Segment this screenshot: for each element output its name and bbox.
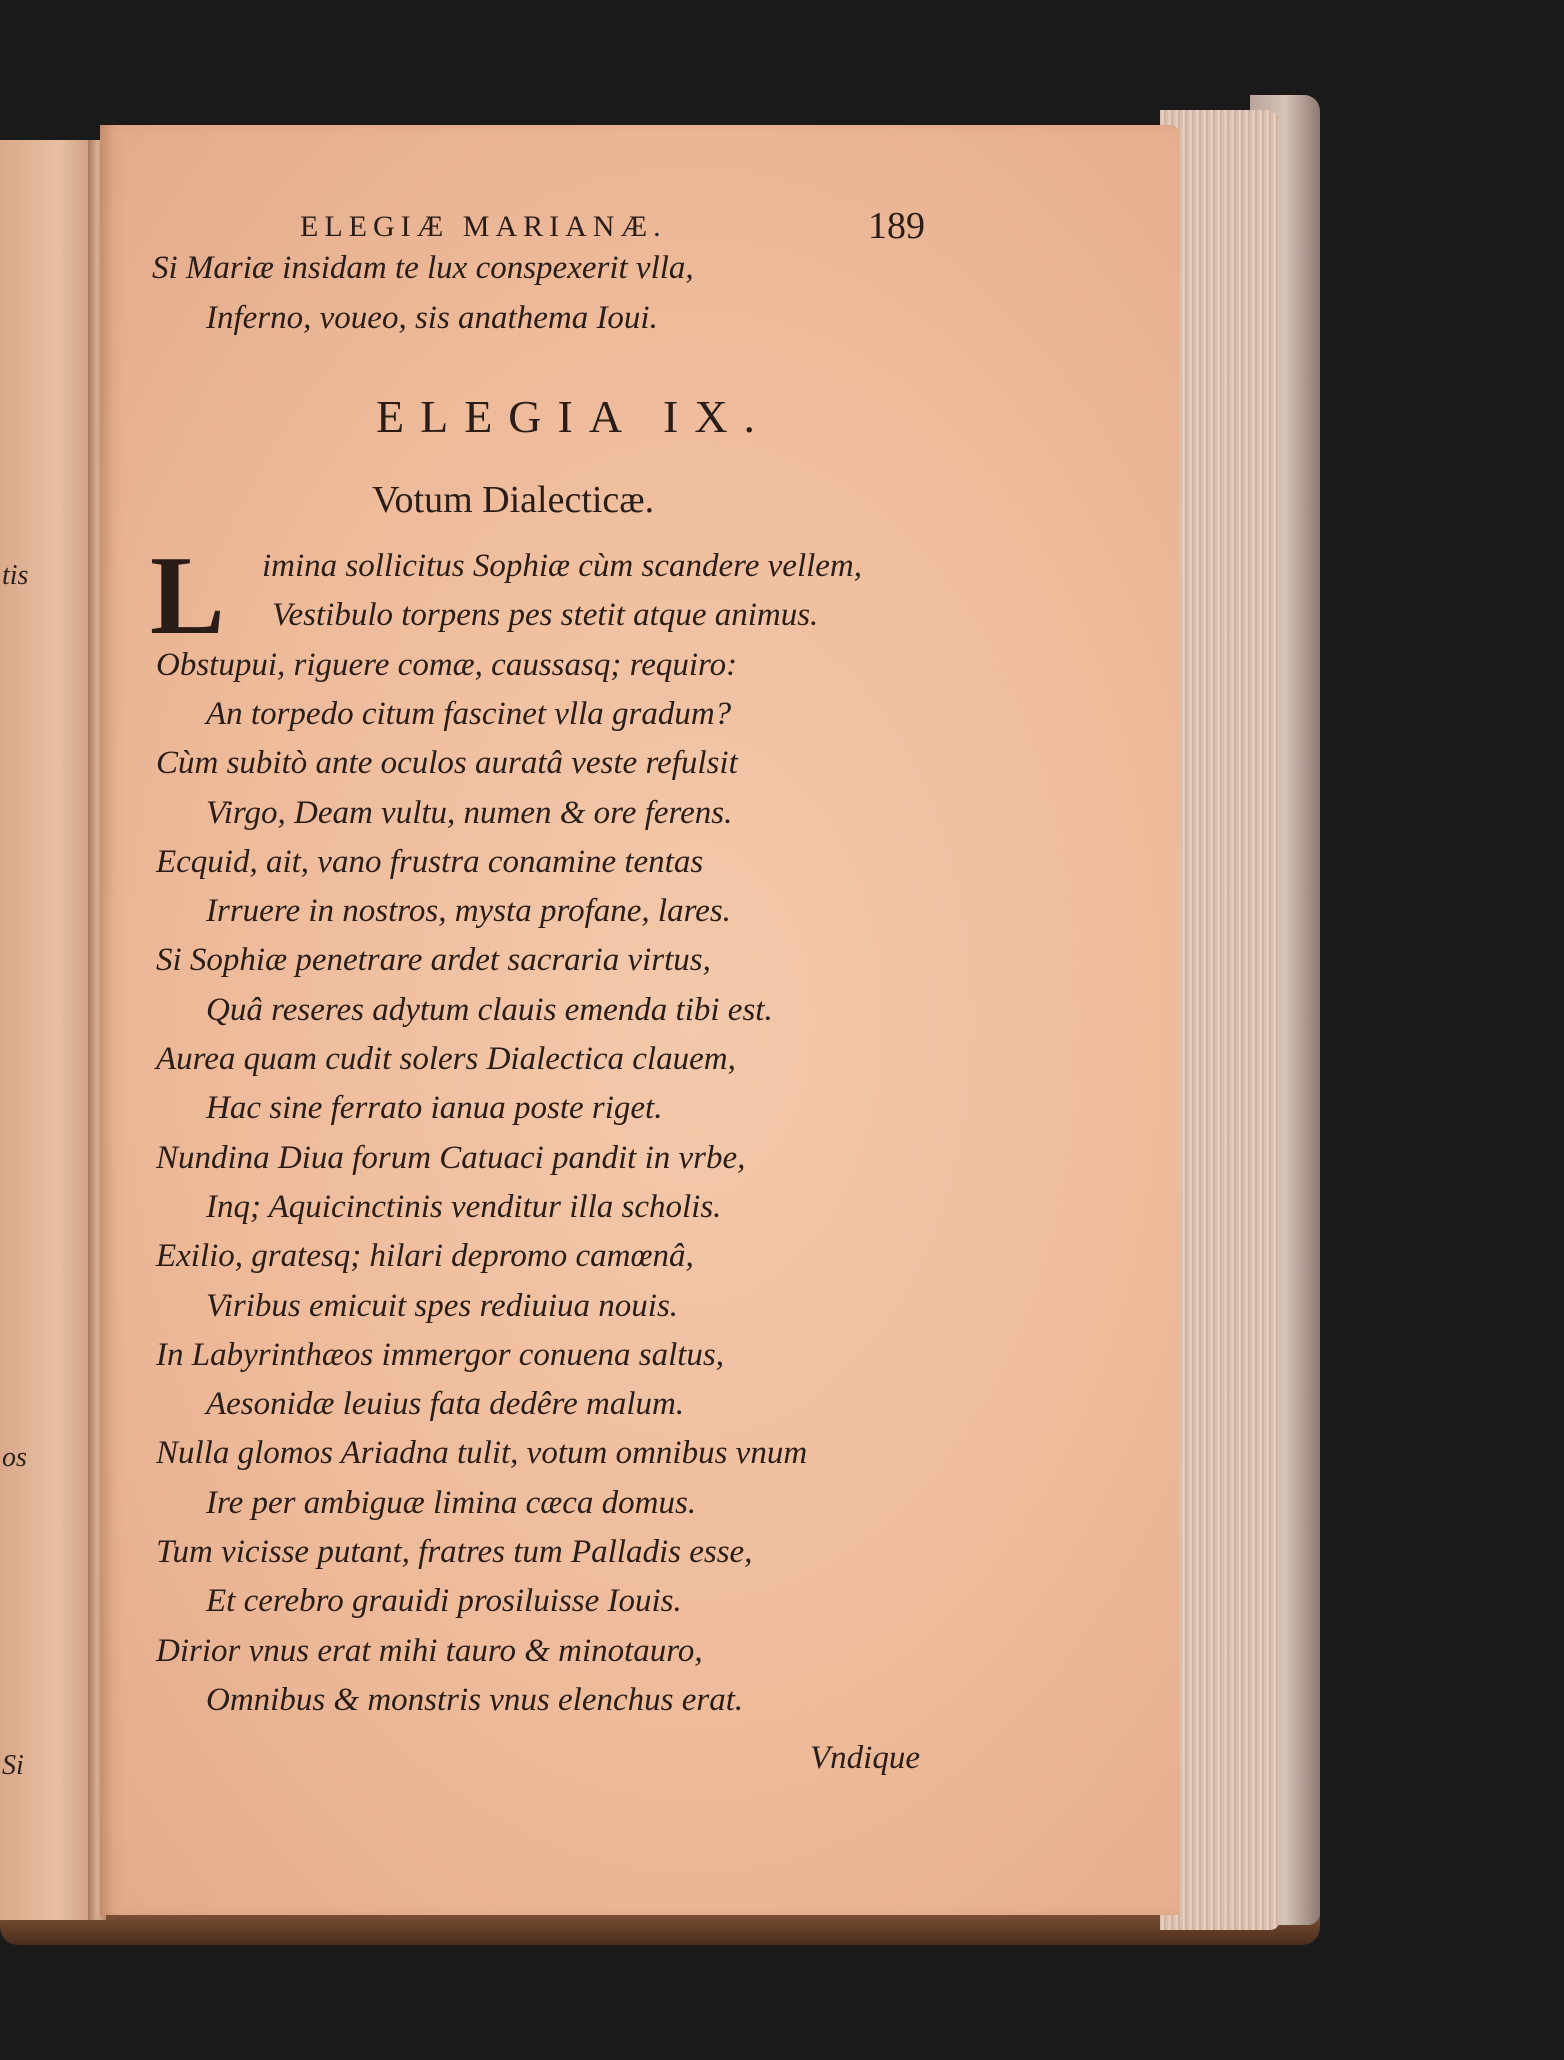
poem-line: imina sollicitus Sophiæ cùm scandere vellem,: [262, 548, 863, 584]
elegy-subheading: Votum Dialecticæ.: [372, 479, 655, 521]
left-margin-fragment: tis: [2, 560, 29, 591]
poem-line: Vestibulo torpens pes stetit atque animus.: [272, 597, 819, 633]
poem-line: Nundina Diua forum Catuaci pandit in vrbe,: [156, 1140, 746, 1176]
left-page: [0, 140, 98, 1920]
drop-cap: L: [150, 534, 225, 658]
poem-line: Exilio, gratesq; hilari depromo camœnâ,: [156, 1238, 694, 1274]
opening-line: Si Mariæ insidam te lux conspexerit vlla,: [152, 250, 694, 286]
poem-line: Nulla glomos Ariadna tulit, votum omnibus vnum: [156, 1435, 808, 1471]
poem-line: Dirior vnus erat mihi tauro & minotauro,: [156, 1633, 703, 1669]
poem-line: Aurea quam cudit solers Dialectica clauem,: [156, 1041, 736, 1077]
left-margin-fragment: os: [2, 1442, 27, 1473]
running-head: ELEGIÆ MARIANÆ.: [300, 210, 667, 243]
poem-line: Ecquid, ait, vano frustra conamine tentas: [156, 844, 704, 880]
poem-line: Obstupui, riguere comæ, caussasq; requiro:: [156, 647, 738, 683]
poem-line: In Labyrinthæos immergor conuena saltus,: [156, 1337, 725, 1373]
poem-line: Aesonidæ leuius fata dedêre malum.: [206, 1386, 685, 1422]
poem-line: Et cerebro grauidi prosiluisse Iouis.: [206, 1583, 682, 1619]
poem-line: Hac sine ferrato ianua poste riget.: [206, 1090, 663, 1126]
opening-line: Inferno, voueo, sis anathema Ioui.: [206, 300, 658, 336]
poem-line: Cùm subitò ante oculos auratâ veste refulsit: [156, 745, 738, 781]
catchword: Vndique: [810, 1740, 920, 1776]
page-number: 189: [868, 205, 925, 247]
left-margin-fragment: Si: [2, 1750, 24, 1781]
poem-line: Tum vicisse putant, fratres tum Palladis esse,: [156, 1534, 753, 1570]
poem-line: An torpedo citum fascinet vlla gradum?: [206, 696, 732, 732]
poem-line: Inq; Aquicinctinis venditur illa scholis.: [206, 1189, 722, 1225]
poem-line: Virgo, Deam vultu, numen & ore ferens.: [206, 795, 733, 831]
elegy-heading: ELEGIA IX.: [376, 391, 772, 442]
poem-line: Irruere in nostros, mysta profane, lares.: [206, 893, 731, 929]
poem-line: Si Sophiæ penetrare ardet sacraria virtus,: [156, 942, 711, 978]
poem-line: Omnibus & monstris vnus elenchus erat.: [206, 1682, 744, 1718]
poem-line: Quâ reseres adytum clauis emenda tibi est.: [206, 992, 773, 1028]
poem-line: Ire per ambiguæ limina cæca domus.: [206, 1485, 697, 1521]
poem-line: Viribus emicuit spes rediuiua nouis.: [206, 1288, 679, 1324]
